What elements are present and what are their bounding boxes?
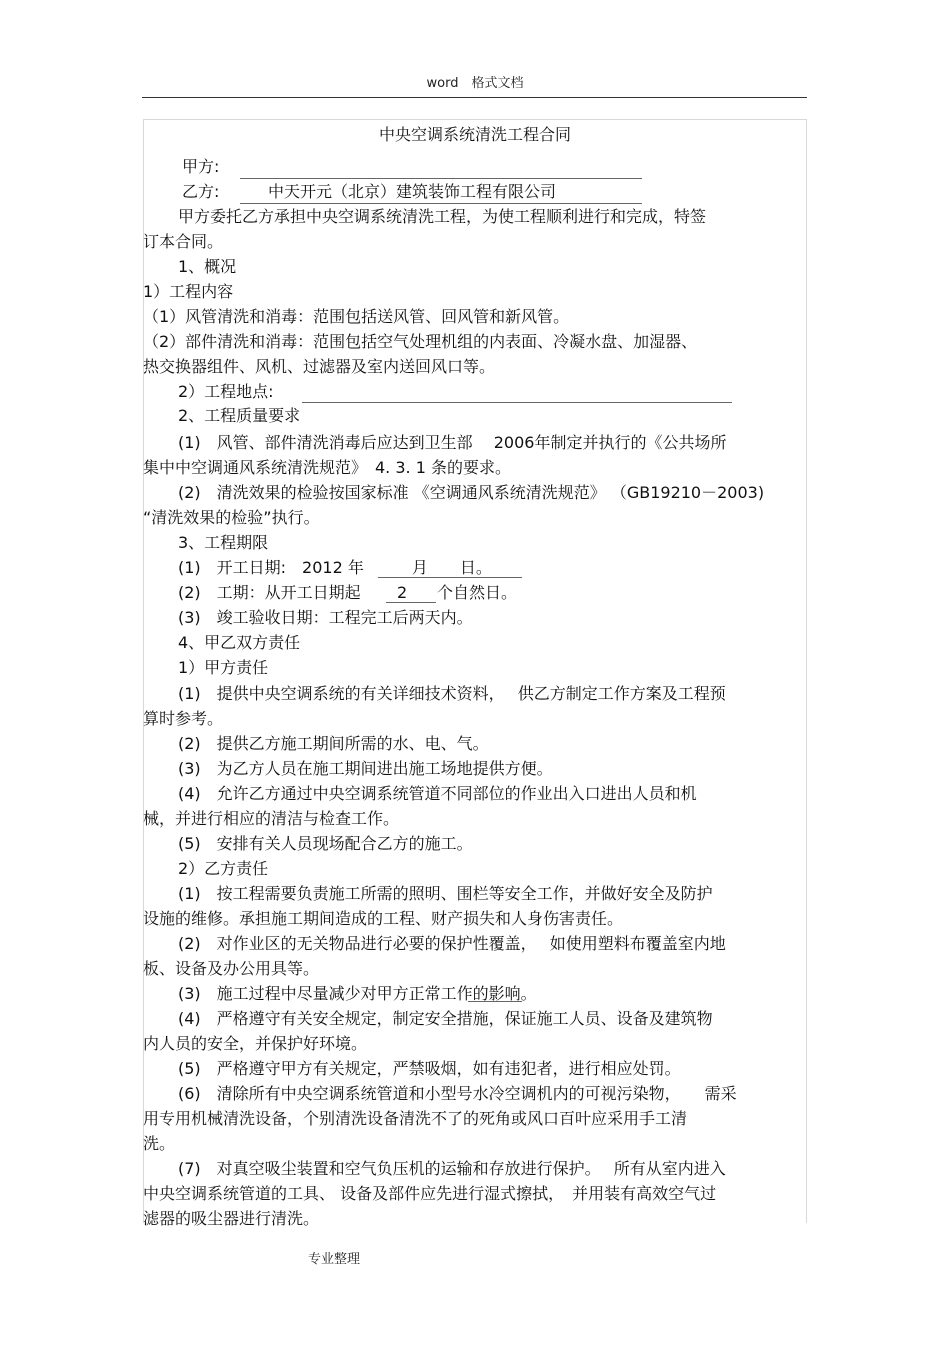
page-footer: 专业整理 bbox=[308, 1252, 361, 1267]
section-1-1-b-line-1: （2）部件清洗和消毒：范围包括空气处理机组的内表面、冷凝水盘、加湿器、 bbox=[143, 332, 698, 351]
section-4-heading: 4、甲乙双方责任 bbox=[178, 633, 301, 652]
party-a-duty-1-line-1: (1) 提供中央空调系统的有关详细技术资料， 供乙方制定工作方案及工程预 bbox=[178, 684, 726, 703]
party-b-duty-1-line-1: (1) 按工程需要负责施工所需的照明、围栏等安全工作，并做好安全及防护 bbox=[178, 884, 713, 903]
party-b-duty-6-line-3: 洗。 bbox=[143, 1134, 176, 1153]
section-1-2-heading: 2）工程地点: bbox=[178, 382, 274, 401]
section-3-heading: 3、工程期限 bbox=[178, 533, 269, 552]
party-b-duty-7-line-3: 滤器的吸尘器进行清洗。 bbox=[143, 1209, 320, 1228]
party-a-label: 甲方: bbox=[182, 157, 220, 176]
section-2-heading: 2、工程质量要求 bbox=[178, 406, 301, 425]
site-blank bbox=[302, 402, 732, 403]
section-1-heading: 1、概况 bbox=[178, 257, 237, 276]
duration-days: 2 bbox=[397, 583, 408, 602]
party-b-duty-1-line-2: 设施的维修。承担施工期间造成的工程、财产损失和人身伤害责任。 bbox=[143, 909, 624, 928]
party-a-duty-2: (2) 提供乙方施工期间所需的水、电、气。 bbox=[178, 734, 489, 753]
party-b-duty-7-line-1: (7) 对真空吸尘装置和空气负压机的运输和存放进行保护。 所有从室内进入 bbox=[178, 1159, 726, 1178]
start-date-blank bbox=[378, 577, 522, 578]
section-2-1-line-1: (1) 风管、部件清洗消毒后应达到卫生部 2006年制定并执行的《公共场所 bbox=[178, 433, 727, 452]
intro-line-1: 甲方委托乙方承担中央空调系统清洗工程，为使工程顺利进行和完成，特签 bbox=[178, 207, 707, 226]
section-2-2-line-2: “清洗效果的检验”执行。 bbox=[143, 508, 320, 527]
section-3-2-suffix: 个自然日。 bbox=[437, 583, 518, 602]
section-2-2-line-1: (2) 清洗效果的检验按国家标准 《空调通风系统清洗规范》 （GB19210－2003) bbox=[178, 483, 765, 502]
duty-3-underline bbox=[468, 1001, 522, 1002]
party-a-blank bbox=[240, 178, 642, 179]
party-a-duty-4-line-2: 械，并进行相应的清洁与检查工作。 bbox=[143, 809, 400, 828]
party-b-duty-3: (3) 施工过程中尽量减少对甲方正常工作的影响。 bbox=[178, 984, 537, 1003]
party-b-duty-4-line-1: (4) 严格遵守有关安全规定，制定安全措施，保证施工人员、设备及建筑物 bbox=[178, 1009, 713, 1028]
party-b-duty-6-line-1: (6) 清除所有中央空调系统管道和小型号水冷空调机内的可视污染物， 需采 bbox=[178, 1084, 737, 1103]
party-b-duties-heading: 2）乙方责任 bbox=[178, 859, 269, 878]
text-frame-top bbox=[143, 119, 806, 120]
text-frame-right bbox=[806, 119, 807, 1223]
section-3-3: (3) 竣工验收日期：工程完工后两天内。 bbox=[178, 608, 473, 627]
party-a-duty-4-line-1: (4) 允许乙方通过中央空调系统管道不同部位的作业出入口进出人员和机 bbox=[178, 784, 697, 803]
party-b-name: 中天开元（北京）建筑装饰工程有限公司 bbox=[268, 182, 557, 201]
section-2-1-line-2: 集中中空调通风系统清洗规范》 4. 3. 1 条的要求。 bbox=[143, 458, 511, 477]
party-a-duty-5: (5) 安排有关人员现场配合乙方的施工。 bbox=[178, 834, 473, 853]
party-b-duty-7-line-2: 中央空调系统管道的工具、 设备及部件应先进行湿式擦拭， 并用装有高效空气过 bbox=[143, 1184, 717, 1203]
contract-title: 中央空调系统清洗工程合同 bbox=[378, 125, 571, 144]
party-a-duties-heading: 1）甲方责任 bbox=[178, 658, 269, 677]
header-rule bbox=[142, 97, 807, 98]
page-header: word 格式文档 bbox=[426, 76, 524, 91]
section-1-1-heading: 1）工程内容 bbox=[143, 282, 234, 301]
party-b-duty-4-line-2: 内人员的安全，并保护好环境。 bbox=[143, 1034, 368, 1053]
party-a-duty-1-line-2: 算时参考。 bbox=[143, 709, 224, 728]
section-3-1: (1) 开工日期: 2012 年 月 日。 bbox=[178, 558, 492, 577]
section-1-1-a: （1）风管清洗和消毒：范围包括送风管、回风管和新风管。 bbox=[143, 307, 570, 326]
section-3-2-prefix: (2) 工期：从开工日期起 bbox=[178, 583, 361, 602]
duration-days-underline bbox=[386, 602, 436, 603]
party-b-underline bbox=[240, 203, 642, 204]
party-b-duty-2-line-1: (2) 对作业区的无关物品进行必要的保护性覆盖， 如使用塑料布覆盖室内地 bbox=[178, 934, 726, 953]
intro-line-2: 订本合同。 bbox=[143, 232, 224, 251]
section-1-1-b-line-2: 热交换器组件、风机、过滤器及室内送回风口等。 bbox=[143, 357, 496, 376]
party-b-duty-5: (5) 严格遵守甲方有关规定，严禁吸烟，如有违犯者，进行相应处罚。 bbox=[178, 1059, 681, 1078]
party-b-label: 乙方: bbox=[182, 182, 220, 201]
party-a-duty-3: (3) 为乙方人员在施工期间进出施工场地提供方便。 bbox=[178, 759, 553, 778]
party-b-duty-6-line-2: 用专用机械清洗设备，个别清洗设备清洗不了的死角或风口百叶应采用手工清 bbox=[143, 1109, 688, 1128]
party-b-duty-2-line-2: 板、设备及办公用具等。 bbox=[143, 959, 320, 978]
